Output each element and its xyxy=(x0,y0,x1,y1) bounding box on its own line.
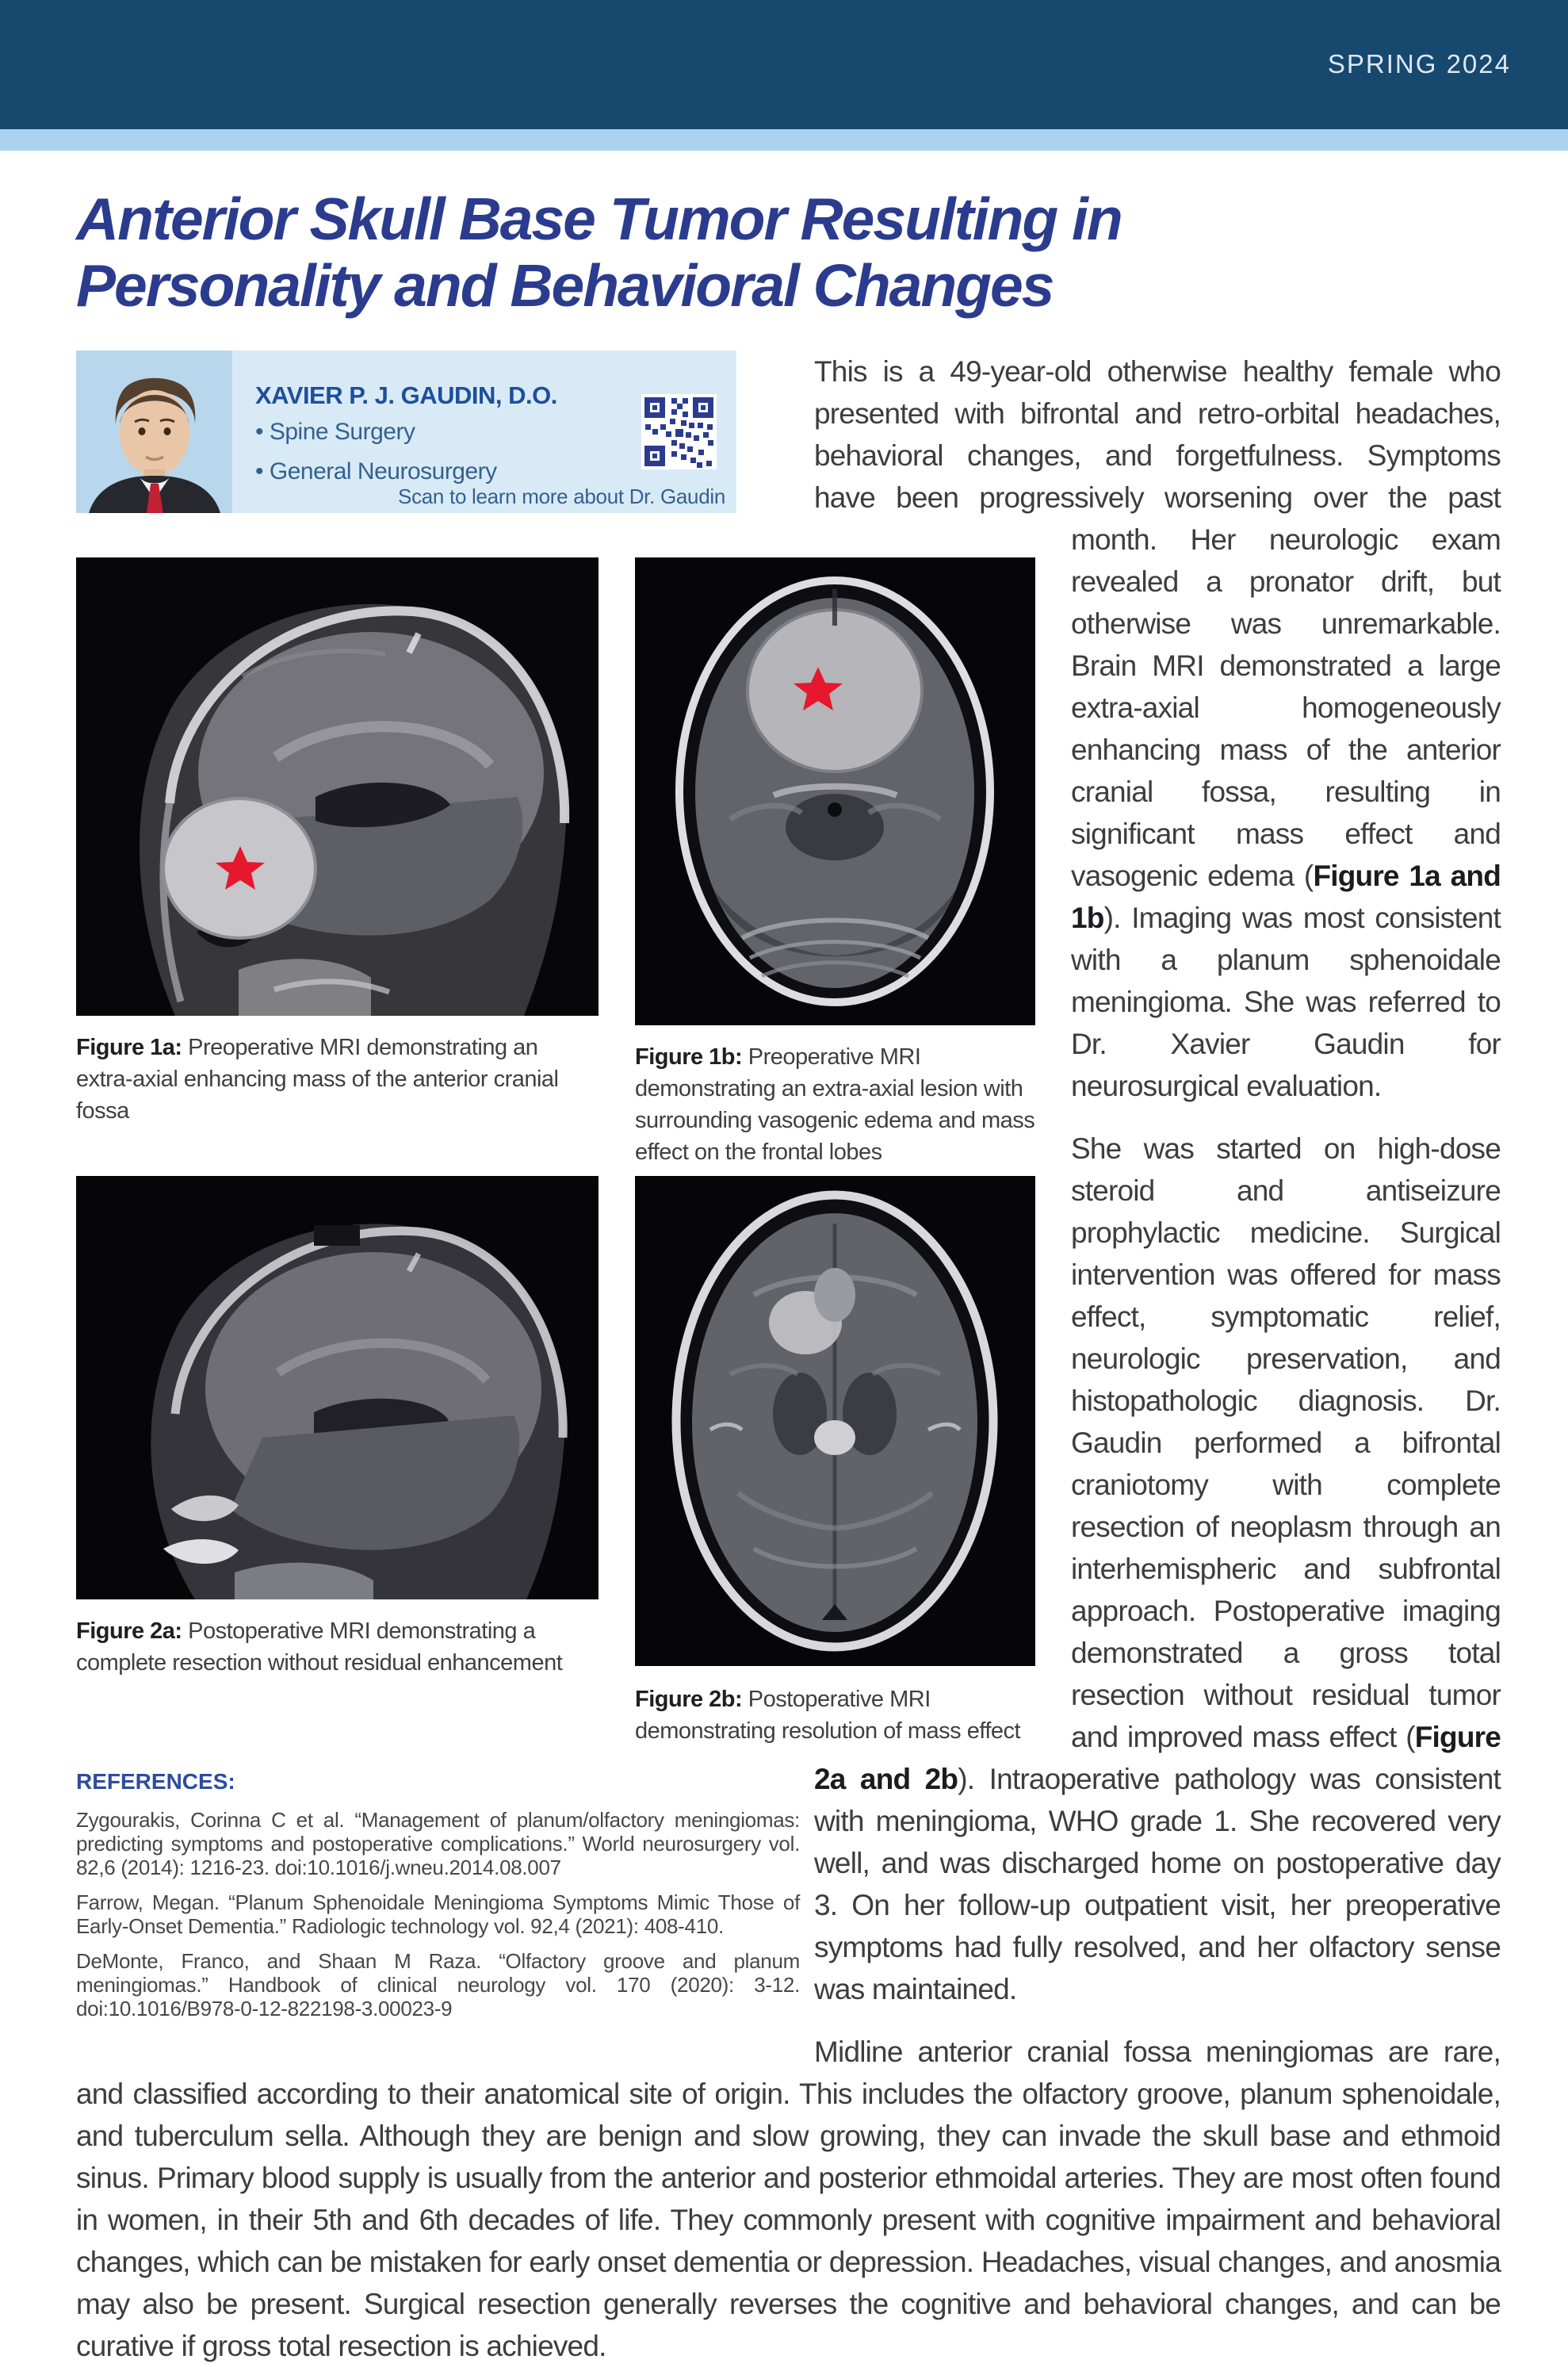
figure-2a-image xyxy=(76,1176,599,1599)
doctor-specialty-label: Spine Surgery xyxy=(269,419,415,445)
doctor-specialty-spine xyxy=(255,411,415,453)
figure-1b-caption xyxy=(635,1041,1035,1168)
figure-caption-text: Preoperative MRI demonstrating an extra-axial lesion with surrounding vasogenic edema and mass effect on the frontal lobes xyxy=(635,1044,1035,1165)
page-title: Anterior Skull Base Tumor Resulting in Personality and Behavioral Changes xyxy=(76,186,1122,319)
figure-1a-image xyxy=(76,557,599,1016)
references-list xyxy=(76,1808,800,2020)
bullet-glyph: • xyxy=(255,458,264,485)
figure-caption-text: Postoperative MRI demonstrating a complete resection without residual enhancement xyxy=(76,1618,563,1676)
figure-label: Figure 1b: xyxy=(635,1044,743,1070)
qr-caption: Scan to learn more about Dr. Gaudin xyxy=(398,485,725,508)
article xyxy=(76,350,1501,2367)
doctor-portrait xyxy=(76,350,232,513)
figure-2b-image xyxy=(635,1176,1035,1666)
figure-2b-caption xyxy=(635,1683,1035,1747)
header-accent-stripe xyxy=(0,129,1568,151)
references-heading: REFERENCES: xyxy=(76,1769,235,1794)
issue-season-label: SPRING 2024 xyxy=(1327,49,1511,79)
qr-code xyxy=(641,394,717,469)
paragraph: This is a 49-year-old otherwise healthy female who presented with bifrontal and retro-orbital headaches, behavioral changes, and forgetfulness. Symptoms have been progressively worsening over the past month. Her neurologic exam revealed a pronator drift, but otherwise was unremarkable. Brain MRI demonstrated a large extra-axial homogeneously enhancing mass of the anterior cranial fossa, resulting in significant mass effect and vasogenic edema (Figure 1a and 1b). Imaging was most consistent with a planum sphenoidale meningioma. She was referred to Dr. Xavier Gaudin for neurosurgical evaluation. xyxy=(814,355,1501,1102)
bullet-glyph: • xyxy=(255,419,264,445)
figures-grid xyxy=(76,557,1035,1751)
doctor-info-card xyxy=(76,350,736,513)
paragraph: She was started on high-dose steroid and antiseizure prophylactic medicine. Surgical intervention was offered for mass effect, symptomatic relief, neurologic preservation, and histopathologic diagnosis. Dr. Gaudin performed a bifrontal craniotomy with complete resection of neoplasm through an interhemispheric and subfrontal approach. Postoperative imaging demonstrated a gross total resection without residual tumor and improved mass effect (Figure 2a and 2b). Intraoperative pathology was consistent with meningioma, WHO grade 1. She recovered very well, and was discharged home on postoperative day 3. On her follow-up outpatient visit, her preoperative symptoms had fully resolved, and her olfactory sense was maintained. xyxy=(814,1132,1501,2005)
paragraph: Midline anterior cranial fossa meningiomas are rare, and classified according to their anatomical site of origin. This includes the olfactory groove, planum sphenoidale, and tuberculum sella. Although they are benign and slow growing, they can invade the skull base and ethmoid sinus. Primary blood supply is usually from the anterior and posterior ethmoidal arteries. They are most often found in women, in their 5th and 6th decades of life. They commonly present with cognitive impairment and behavioral changes, which can be mistaken for early onset dementia or depression. Headaches, visual changes, and anosmia may also be present. Surgical resection generally reverses the cognitive and behavioral changes, and can be curative if gross total resection is achieved. xyxy=(76,2036,1501,2362)
figure-label: Figure 2a: xyxy=(76,1618,182,1644)
figure-1b-image xyxy=(635,557,1035,1025)
doctor-name: XAVIER P. J. GAUDIN, D.O. xyxy=(255,381,557,409)
figure-label: Figure 2b: xyxy=(635,1687,743,1712)
figure-1a-caption xyxy=(76,1032,599,1127)
figure-label: Figure 1a: xyxy=(76,1035,182,1060)
figure-caption-text: Preoperative MRI demonstrating an extra-axial enhancing mass of the anterior cranial fossa xyxy=(76,1035,559,1124)
reference-item: DeMonte, Franco, and Shaan M Raza. “Olfactory groove and planum meningiomas.” Handbook of clinical neurology vol. 170 (2020): 3-12. doi:10.1016/B978-0-12-822198-3.00023-9 xyxy=(76,1949,800,2020)
reference-item: Farrow, Megan. “Planum Sphenoidale Meningioma Symptoms Mimic Those of Early-Onset Dementia.” Radiologic technology vol. 92,4 (2021): 408-410. xyxy=(76,1890,800,1938)
newsletter-header-bar xyxy=(0,0,1568,129)
doctor-specialty-label: General Neurosurgery xyxy=(269,458,497,485)
figure-2a-caption xyxy=(76,1615,599,1679)
reference-item: Zygourakis, Corinna C et al. “Management of planum/olfactory meningiomas: predicting symptoms and postoperative complications.” World neurosurgery vol. 82,6 (2014): 1216-23. doi:10.1016/j.wneu.2014.08.007 xyxy=(76,1808,800,1879)
figure-caption-text: Postoperative MRI demonstrating resolution of mass effect xyxy=(635,1687,1021,1744)
references-section xyxy=(76,1770,800,2032)
